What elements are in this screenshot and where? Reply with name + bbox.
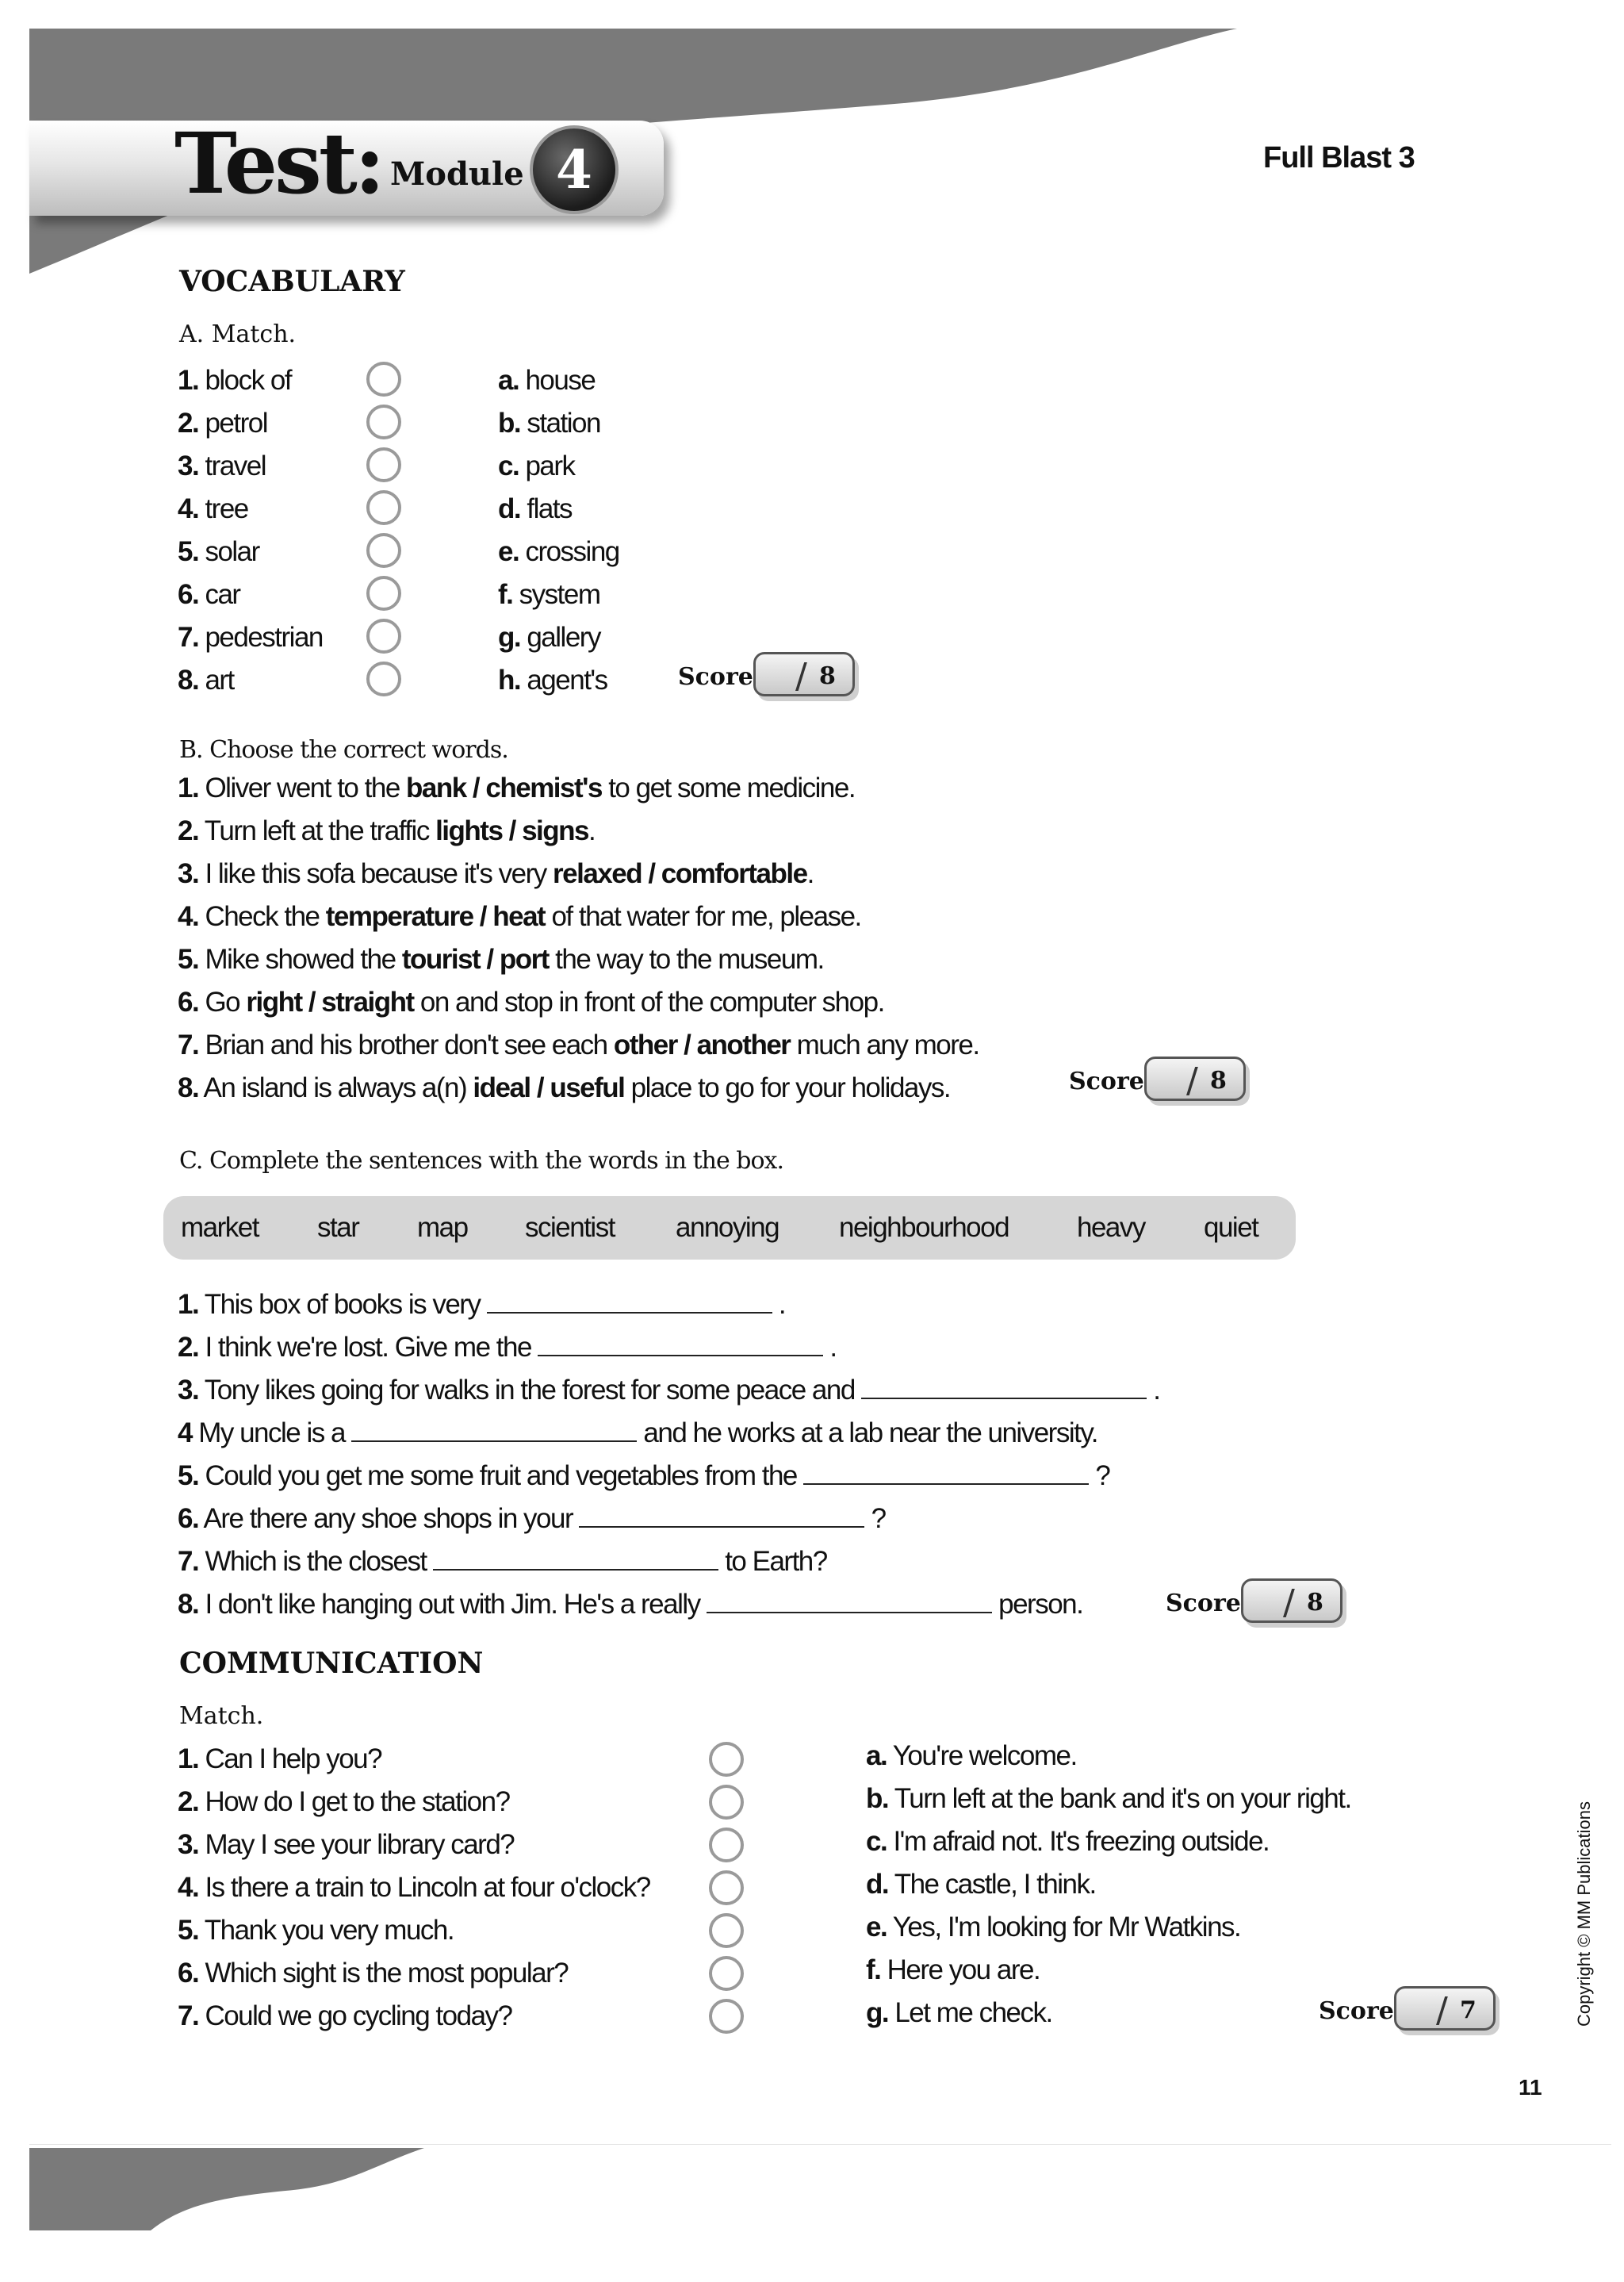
response-text: Here you are.: [887, 1954, 1040, 1985]
item-number: 2.: [178, 408, 199, 439]
word-choices[interactable]: temperature / heat: [325, 901, 546, 932]
item-number: 1.: [178, 1289, 199, 1320]
answer-circle[interactable]: [366, 533, 401, 568]
word-choices[interactable]: relaxed / comfortable: [553, 858, 807, 889]
sentence-end: .: [806, 858, 814, 889]
option-letter: f.: [498, 579, 513, 610]
gap-fill-sentence: [178, 1333, 837, 1361]
score-slash: /: [1436, 1990, 1448, 2031]
word-choices[interactable]: bank / chemist's: [406, 773, 602, 803]
item-text: pedestrian: [205, 622, 323, 653]
choice-sentence: [178, 817, 595, 845]
word-box-word: neighbourhood: [839, 1212, 1009, 1243]
test-title: Test:: [174, 113, 382, 213]
answer-blank[interactable]: [579, 1504, 864, 1528]
sentence-end: on and stop in front of the computer shop.: [419, 987, 884, 1018]
response-text: The castle, I think.: [894, 1869, 1096, 1900]
choice-sentence: [178, 860, 814, 888]
option-letter: c.: [498, 451, 519, 481]
sentence-start: Check the: [205, 901, 320, 932]
response-option: [866, 1870, 1096, 1898]
item-text: tree: [205, 493, 248, 524]
match-option: [498, 623, 600, 651]
sentence-end: ?: [871, 1503, 886, 1534]
sentence-start: I don't like hanging out with Jim. He's a really: [205, 1589, 700, 1620]
option-text: system: [519, 579, 600, 610]
sentence-start: Go: [205, 987, 240, 1018]
match-item: [178, 452, 266, 480]
sentence-end: to Earth?: [725, 1546, 827, 1577]
answer-blank[interactable]: [351, 1418, 637, 1442]
section-b-score-max: 8: [1210, 1067, 1227, 1095]
module-label: Module: [390, 155, 524, 193]
word-choices[interactable]: right / straight: [246, 987, 414, 1018]
sentence-start: Could you get me some fruit and vegetables from the: [205, 1460, 797, 1491]
item-number: 8.: [178, 1072, 199, 1103]
question-item: [178, 1745, 381, 1773]
item-number: 3.: [178, 1829, 199, 1860]
word-choices[interactable]: other / another: [613, 1030, 791, 1060]
answer-blank[interactable]: [861, 1375, 1147, 1399]
item-number: 1.: [178, 773, 199, 803]
book-title: Full Blast 3: [1263, 141, 1415, 175]
sentence-start: My uncle is a: [198, 1417, 345, 1448]
choice-sentence: [178, 945, 824, 973]
question-text: How do I get to the station?: [205, 1786, 510, 1817]
word-box-word: annoying: [676, 1212, 779, 1243]
item-number: 2.: [178, 1786, 199, 1817]
sentence-end: of that water for me, please.: [551, 901, 861, 932]
option-letter: e.: [866, 1912, 887, 1943]
word-box-word: scientist: [525, 1212, 615, 1243]
answer-blank[interactable]: [707, 1590, 992, 1613]
sentence-start: Turn left at the traffic: [204, 815, 429, 846]
response-text: I'm afraid not. It's freezing outside.: [893, 1826, 1270, 1857]
word-box-word: map: [417, 1212, 468, 1243]
item-text: car: [205, 579, 240, 610]
option-text: park: [525, 451, 575, 481]
section-b-score-label: Score: [1069, 1068, 1144, 1095]
gap-fill-sentence: [178, 1418, 1097, 1447]
item-number: 5.: [178, 1915, 199, 1946]
item-number: 6.: [178, 987, 199, 1018]
option-letter: e.: [498, 536, 519, 567]
question-text: Which sight is the most popular?: [205, 1958, 569, 1989]
match-item: [178, 409, 267, 437]
answer-circle[interactable]: [709, 1999, 744, 2034]
item-number: 1.: [178, 1743, 199, 1774]
score-slash: /: [1186, 1060, 1198, 1101]
item-text: solar: [205, 536, 259, 567]
match-item: [178, 581, 240, 608]
sentence-end: place to go for your holidays.: [630, 1072, 951, 1103]
response-option: [866, 1999, 1052, 2027]
item-number: 5.: [178, 944, 199, 975]
sentence-end: and he works at a lab near the university.: [643, 1417, 1097, 1448]
item-number: 4.: [178, 1872, 199, 1903]
option-text: house: [525, 365, 596, 396]
response-text: Turn left at the bank and it's on your right.: [894, 1783, 1351, 1814]
word-choices[interactable]: ideal / useful: [473, 1072, 625, 1103]
gap-fill-sentence: [178, 1375, 1160, 1404]
question-text: May I see your library card?: [205, 1829, 515, 1860]
word-box-word: heavy: [1077, 1212, 1145, 1243]
copyright-notice: Copyright © MM Publications: [1574, 1801, 1594, 2027]
option-text: station: [527, 408, 600, 439]
match-item: [178, 623, 323, 651]
module-number: 4: [556, 139, 592, 201]
match-option: [498, 581, 599, 608]
response-option: [866, 1913, 1240, 1941]
item-number: 6.: [178, 579, 199, 610]
item-number: 1.: [178, 365, 199, 396]
item-number: 7.: [178, 2000, 199, 2031]
question-item: [178, 1874, 650, 1901]
match-item: [178, 495, 248, 523]
choice-sentence: [178, 1074, 950, 1102]
item-number: 5.: [178, 1460, 199, 1491]
option-letter: d.: [498, 493, 521, 524]
answer-circle[interactable]: [709, 1742, 744, 1777]
sentence-start: Mike showed the: [205, 944, 396, 975]
item-text: block of: [205, 365, 292, 396]
option-letter: g.: [498, 622, 521, 653]
response-text: You're welcome.: [892, 1740, 1077, 1771]
sentence-end: .: [1153, 1375, 1160, 1406]
gap-fill-sentence: [178, 1547, 827, 1575]
answer-circle[interactable]: [366, 447, 401, 482]
gap-fill-sentence: [178, 1504, 886, 1532]
section-c-score-box[interactable]: [1241, 1578, 1342, 1623]
gap-fill-sentence: [178, 1290, 785, 1318]
item-number: 7.: [178, 1030, 199, 1060]
sentence-start: Which is the closest: [205, 1546, 427, 1577]
option-letter: d.: [866, 1869, 889, 1900]
question-text: Thank you very much.: [204, 1915, 454, 1946]
answer-circle[interactable]: [366, 362, 401, 397]
item-number: 3.: [178, 858, 199, 889]
vocabulary-heading: VOCABULARY: [179, 265, 405, 298]
answer-blank[interactable]: [487, 1290, 772, 1314]
communication-score-label: Score: [1319, 1997, 1394, 2025]
response-text: Yes, I'm looking for Mr Watkins.: [892, 1912, 1241, 1943]
response-option: [866, 1785, 1351, 1812]
section-c-instruction: C. Complete the sentences with the words in the box.: [179, 1147, 783, 1175]
option-letter: c.: [866, 1826, 887, 1857]
section-a-instruction: A. Match.: [179, 320, 297, 348]
item-number: 4.: [178, 493, 199, 524]
item-number: 4.: [178, 901, 199, 932]
gap-fill-sentence: [178, 1590, 1082, 1618]
sentence-end: the way to the museum.: [555, 944, 824, 975]
section-b-instruction: B. Choose the correct words.: [179, 736, 508, 764]
option-text: flats: [527, 493, 573, 524]
answer-circle[interactable]: [366, 619, 401, 654]
sentence-start: Tony likes going for walks in the forest for some peace and: [204, 1375, 855, 1406]
section-a-score-label: Score: [678, 663, 753, 691]
sentence-end: person.: [998, 1589, 1083, 1620]
choice-sentence: [178, 1031, 979, 1059]
option-letter: h.: [498, 665, 521, 696]
sentence-end: .: [588, 815, 596, 846]
match-item: [178, 366, 291, 394]
response-option: [866, 1828, 1269, 1855]
option-text: gallery: [527, 622, 600, 653]
sentence-start: Oliver went to the: [205, 773, 400, 803]
match-option: [498, 409, 600, 437]
item-number: 4: [178, 1417, 192, 1448]
option-letter: b.: [866, 1783, 889, 1814]
answer-circle[interactable]: [709, 1956, 744, 1991]
option-letter: b.: [498, 408, 521, 439]
answer-blank[interactable]: [433, 1547, 718, 1571]
sentence-end: ?: [1095, 1460, 1110, 1491]
section-a-score-max: 8: [819, 662, 836, 690]
item-text: petrol: [205, 408, 267, 439]
answer-circle[interactable]: [709, 1913, 744, 1948]
gap-fill-sentence: [178, 1461, 1109, 1490]
item-number: 2.: [178, 1332, 199, 1363]
question-item: [178, 1916, 454, 1944]
answer-circle[interactable]: [709, 1870, 744, 1905]
section-a-score-box[interactable]: [753, 652, 855, 696]
answer-circle[interactable]: [366, 405, 401, 439]
choice-sentence: [178, 774, 855, 802]
option-letter: a.: [866, 1740, 887, 1771]
item-text: travel: [205, 451, 266, 481]
option-letter: g.: [866, 1997, 889, 2028]
match-option: [498, 538, 619, 566]
question-item: [178, 2002, 512, 2030]
question-item: [178, 1831, 514, 1858]
question-item: [178, 1788, 510, 1816]
item-number: 7.: [178, 622, 199, 653]
word-choices[interactable]: lights / signs: [435, 815, 588, 846]
answer-blank[interactable]: [803, 1461, 1089, 1485]
score-slash: /: [795, 656, 807, 696]
communication-heading: COMMUNICATION: [179, 1647, 484, 1680]
item-number: 8.: [178, 665, 199, 696]
section-c-score-max: 8: [1307, 1589, 1323, 1617]
choice-sentence: [178, 903, 861, 930]
item-number: 2.: [178, 815, 199, 846]
score-slash: /: [1283, 1582, 1295, 1623]
choice-sentence: [178, 988, 884, 1016]
question-item: [178, 1959, 568, 1987]
sentence-start: An island is always a(n): [203, 1072, 467, 1103]
footer-decoration: [0, 2142, 1624, 2237]
module-number-badge: [530, 125, 619, 214]
sentence-end: .: [829, 1332, 837, 1363]
response-text: Let me check.: [894, 1997, 1052, 2028]
word-box-word: market: [181, 1212, 259, 1243]
response-option: [866, 1742, 1077, 1770]
item-number: 3.: [178, 451, 199, 481]
match-item: [178, 666, 234, 694]
item-text: art: [205, 665, 234, 696]
word-choices[interactable]: tourist / port: [401, 944, 549, 975]
sentence-start: I think we're lost. Give me the: [205, 1332, 531, 1363]
word-box-word: star: [317, 1212, 359, 1243]
sentence-start: I like this sofa because it's very: [205, 858, 546, 889]
sentence-start: Are there any shoe shops in your: [203, 1503, 573, 1534]
match-option: [498, 366, 595, 394]
answer-blank[interactable]: [538, 1333, 823, 1356]
match-option: [498, 666, 607, 694]
item-number: 5.: [178, 536, 199, 567]
option-text: crossing: [525, 536, 619, 567]
sentence-start: This box of books is very: [204, 1289, 481, 1320]
question-text: Can I help you?: [205, 1743, 382, 1774]
match-option: [498, 452, 575, 480]
option-letter: f.: [866, 1954, 881, 1985]
item-number: 6.: [178, 1958, 199, 1989]
sentence-end: .: [778, 1289, 786, 1320]
page-number: 11: [1519, 2075, 1542, 2100]
answer-circle[interactable]: [709, 1828, 744, 1862]
sentence-end: to get some medicine.: [608, 773, 856, 803]
question-text: Is there a train to Lincoln at four o'clock?: [205, 1872, 650, 1903]
answer-circle[interactable]: [366, 490, 401, 525]
option-text: agent's: [527, 665, 607, 696]
option-letter: a.: [498, 365, 519, 396]
answer-circle[interactable]: [709, 1785, 744, 1820]
answer-circle[interactable]: [366, 662, 401, 696]
question-text: Could we go cycling today?: [205, 2000, 512, 2031]
communication-instruction: Match.: [179, 1702, 264, 1730]
item-number: 6.: [178, 1503, 199, 1534]
item-number: 8.: [178, 1589, 199, 1620]
match-item: [178, 538, 259, 566]
item-number: 7.: [178, 1546, 199, 1577]
sentence-end: much any more.: [796, 1030, 979, 1060]
sentence-start: Brian and his brother don't see each: [205, 1030, 607, 1060]
word-box-word: quiet: [1204, 1212, 1258, 1243]
item-number: 3.: [178, 1375, 199, 1406]
communication-score-max: 7: [1460, 1996, 1477, 2024]
section-c-score-label: Score: [1166, 1590, 1241, 1617]
communication-score-box[interactable]: [1394, 1986, 1496, 2031]
response-option: [866, 1956, 1040, 1984]
match-option: [498, 495, 572, 523]
section-b-score box[interactable]: [1144, 1057, 1246, 1101]
answer-circle[interactable]: [366, 576, 401, 611]
